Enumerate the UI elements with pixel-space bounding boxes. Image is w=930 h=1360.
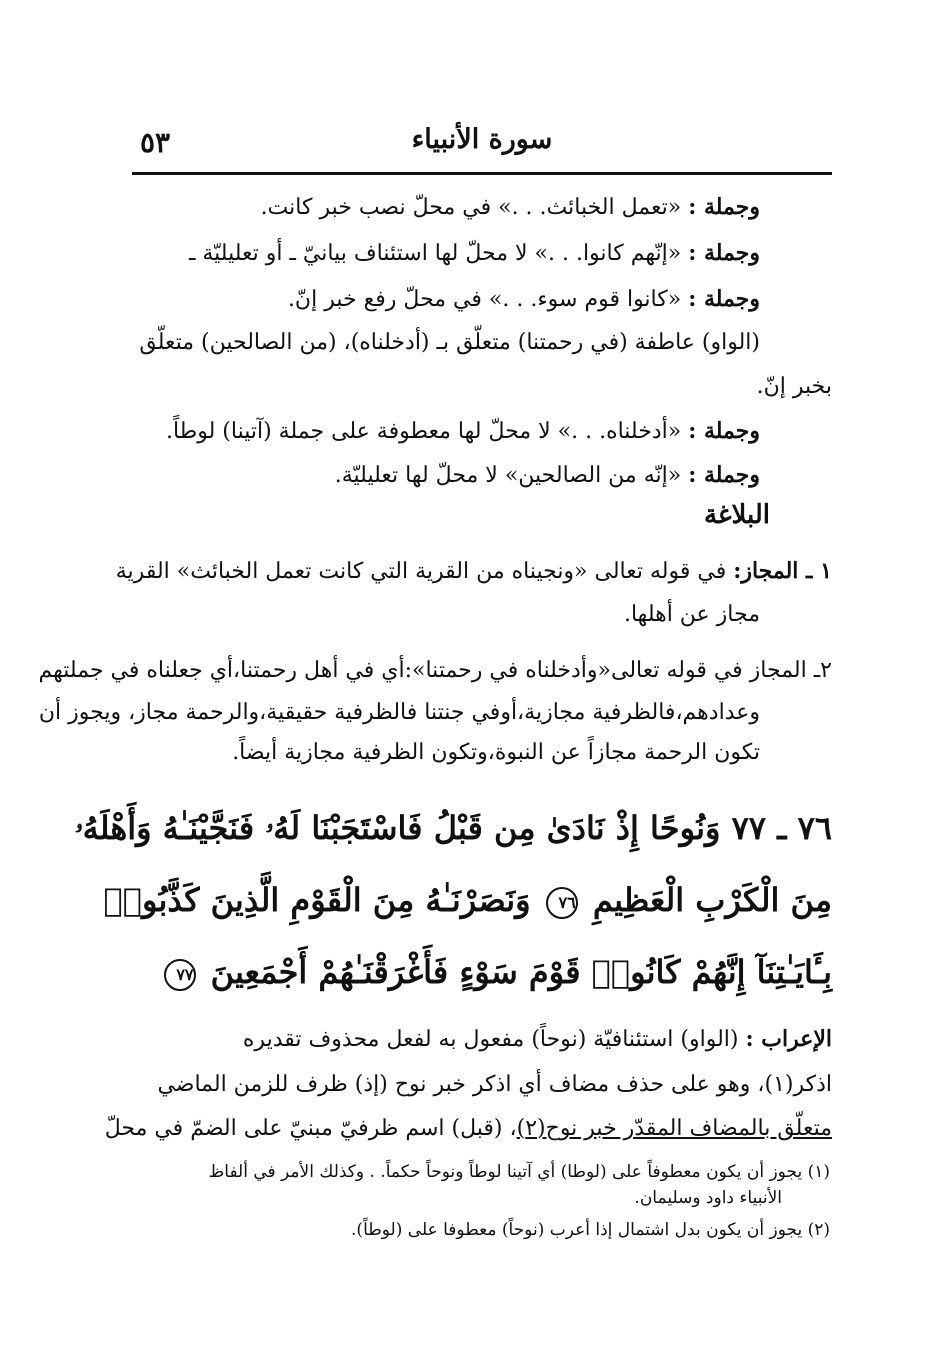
- irab-line-2: وجملة : «إنّهم كانوا. . .» لا محلّ لها استئناف بيانيّ ـ أو تعليليّة ـ: [188, 240, 760, 266]
- irab-line-1: وجملة : «تعمل الخبائث. . .» في محلّ نصب خبر كانت.: [260, 194, 760, 220]
- irab-line-3: وجملة : «كانوا قوم سوء. . .» في محلّ رفع خبر إنّ.: [287, 286, 760, 312]
- balagha-item-1-cont: مجاز عن أهلها.: [623, 602, 760, 627]
- footnote-1-cont: الأنبياء داود وسليمان.: [634, 1188, 782, 1208]
- irab-section-line-1: الإعراب : (الواو) استئنافيّة (نوحاً) مفعول به لفعل محذوف تقديره: [242, 1026, 832, 1052]
- page-number: ٥٣: [140, 126, 171, 159]
- balagha-item-2: ٢ـ المجاز في قوله تعالى«وأدخلناه في رحمتنا»:أي في أهل رحمتنا،أي جعلناه في جملتهم: [38, 658, 832, 683]
- surah-title: سورة الأنبياء: [411, 124, 553, 155]
- irab-line-7: وجملة : «إنّه من الصالحين» لا محلّ لها تعليليّة.: [334, 462, 760, 488]
- verse-line-3: بِـَٔايَـٰتِنَآ إِنَّهُمْ كَانُوا۟ قَوْمَ سَوْءٍ فَأَغْرَقْنَـٰهُمْ أَجْمَعِينَ ٧٧: [312, 952, 832, 992]
- ayah-number-77: ٧٧: [164, 959, 196, 991]
- irab-line-6: وجملة : «أدخلناه. . .» لا محلّ لها معطوفة على جملة (آتينا) لوطاً.: [166, 418, 760, 444]
- balagha-item-2-line-3: تكون الرحمة مجازاً عن النبوة،وتكون الظرفية مجازية أيضاً.: [232, 740, 760, 765]
- page-header: [132, 118, 832, 170]
- header-divider: [132, 172, 832, 175]
- balagha-item-1: ١ ـ المجاز: في قوله تعالى «ونجيناه من القرية التي كانت تعمل الخبائث» القرية: [115, 558, 832, 584]
- verse-line-1: ٧٦ ـ ٧٧ وَنُوحًا إِذْ نَادَىٰ مِن قَبْلُ فَاسْتَجَبْنَا لَهُۥ فَنَجَّيْنَـٰهُ وَأَهْلَهُۥ: [74, 809, 832, 847]
- footnote-2: (٢) يجوز أن يكون بدل اشتمال إذا أعرب (نوحاً) معطوفا على (لوطاً).: [351, 1220, 830, 1240]
- irab-section-line-2: اذكر(١)، وهو على حذف مضاف أي اذكر خبر نوح (إذ) ظرف للزمن الماضي: [157, 1072, 832, 1097]
- balagha-item-2-line-2: وعدادهم،فالظرفية مجازية،أوفي جنتنا فالظرفية حقيقية،والرحمة مجاز، ويجوز أن: [38, 700, 760, 725]
- verse-line-2: مِنَ الْكَرْبِ الْعَظِيمِ ٧٦ وَنَصَرْنَـٰهُ مِنَ الْقَوْمِ الَّذِينَ كَذَّبُوا۟: [103, 881, 832, 919]
- footnote-1: (١) يجوز أن يكون معطوفاً على (لوطا) أي آتينا لوطاً ونوحاً حكماً. . وكذلك الأمر في ألفاظ: [208, 1162, 830, 1182]
- verse-range: ٧٦ ـ ٧٧: [731, 809, 832, 847]
- balagha-heading: البلاغة: [703, 500, 770, 530]
- irab-line-5: بخبر إنّ.: [756, 374, 832, 399]
- irab-line-4: (الواو) عاطفة (في رحمتنا) متعلّق بـ (أدخلناه)، (من الصالحين) متعلّق: [139, 330, 760, 355]
- ayah-number-76: ٧٦: [546, 887, 578, 919]
- irab-section-line-3: متعلّق بالمضاف المقدّر خبر نوح(٢)، (قبل) اسم ظرفيّ مبنيّ على الضمّ في محلّ: [104, 1116, 832, 1141]
